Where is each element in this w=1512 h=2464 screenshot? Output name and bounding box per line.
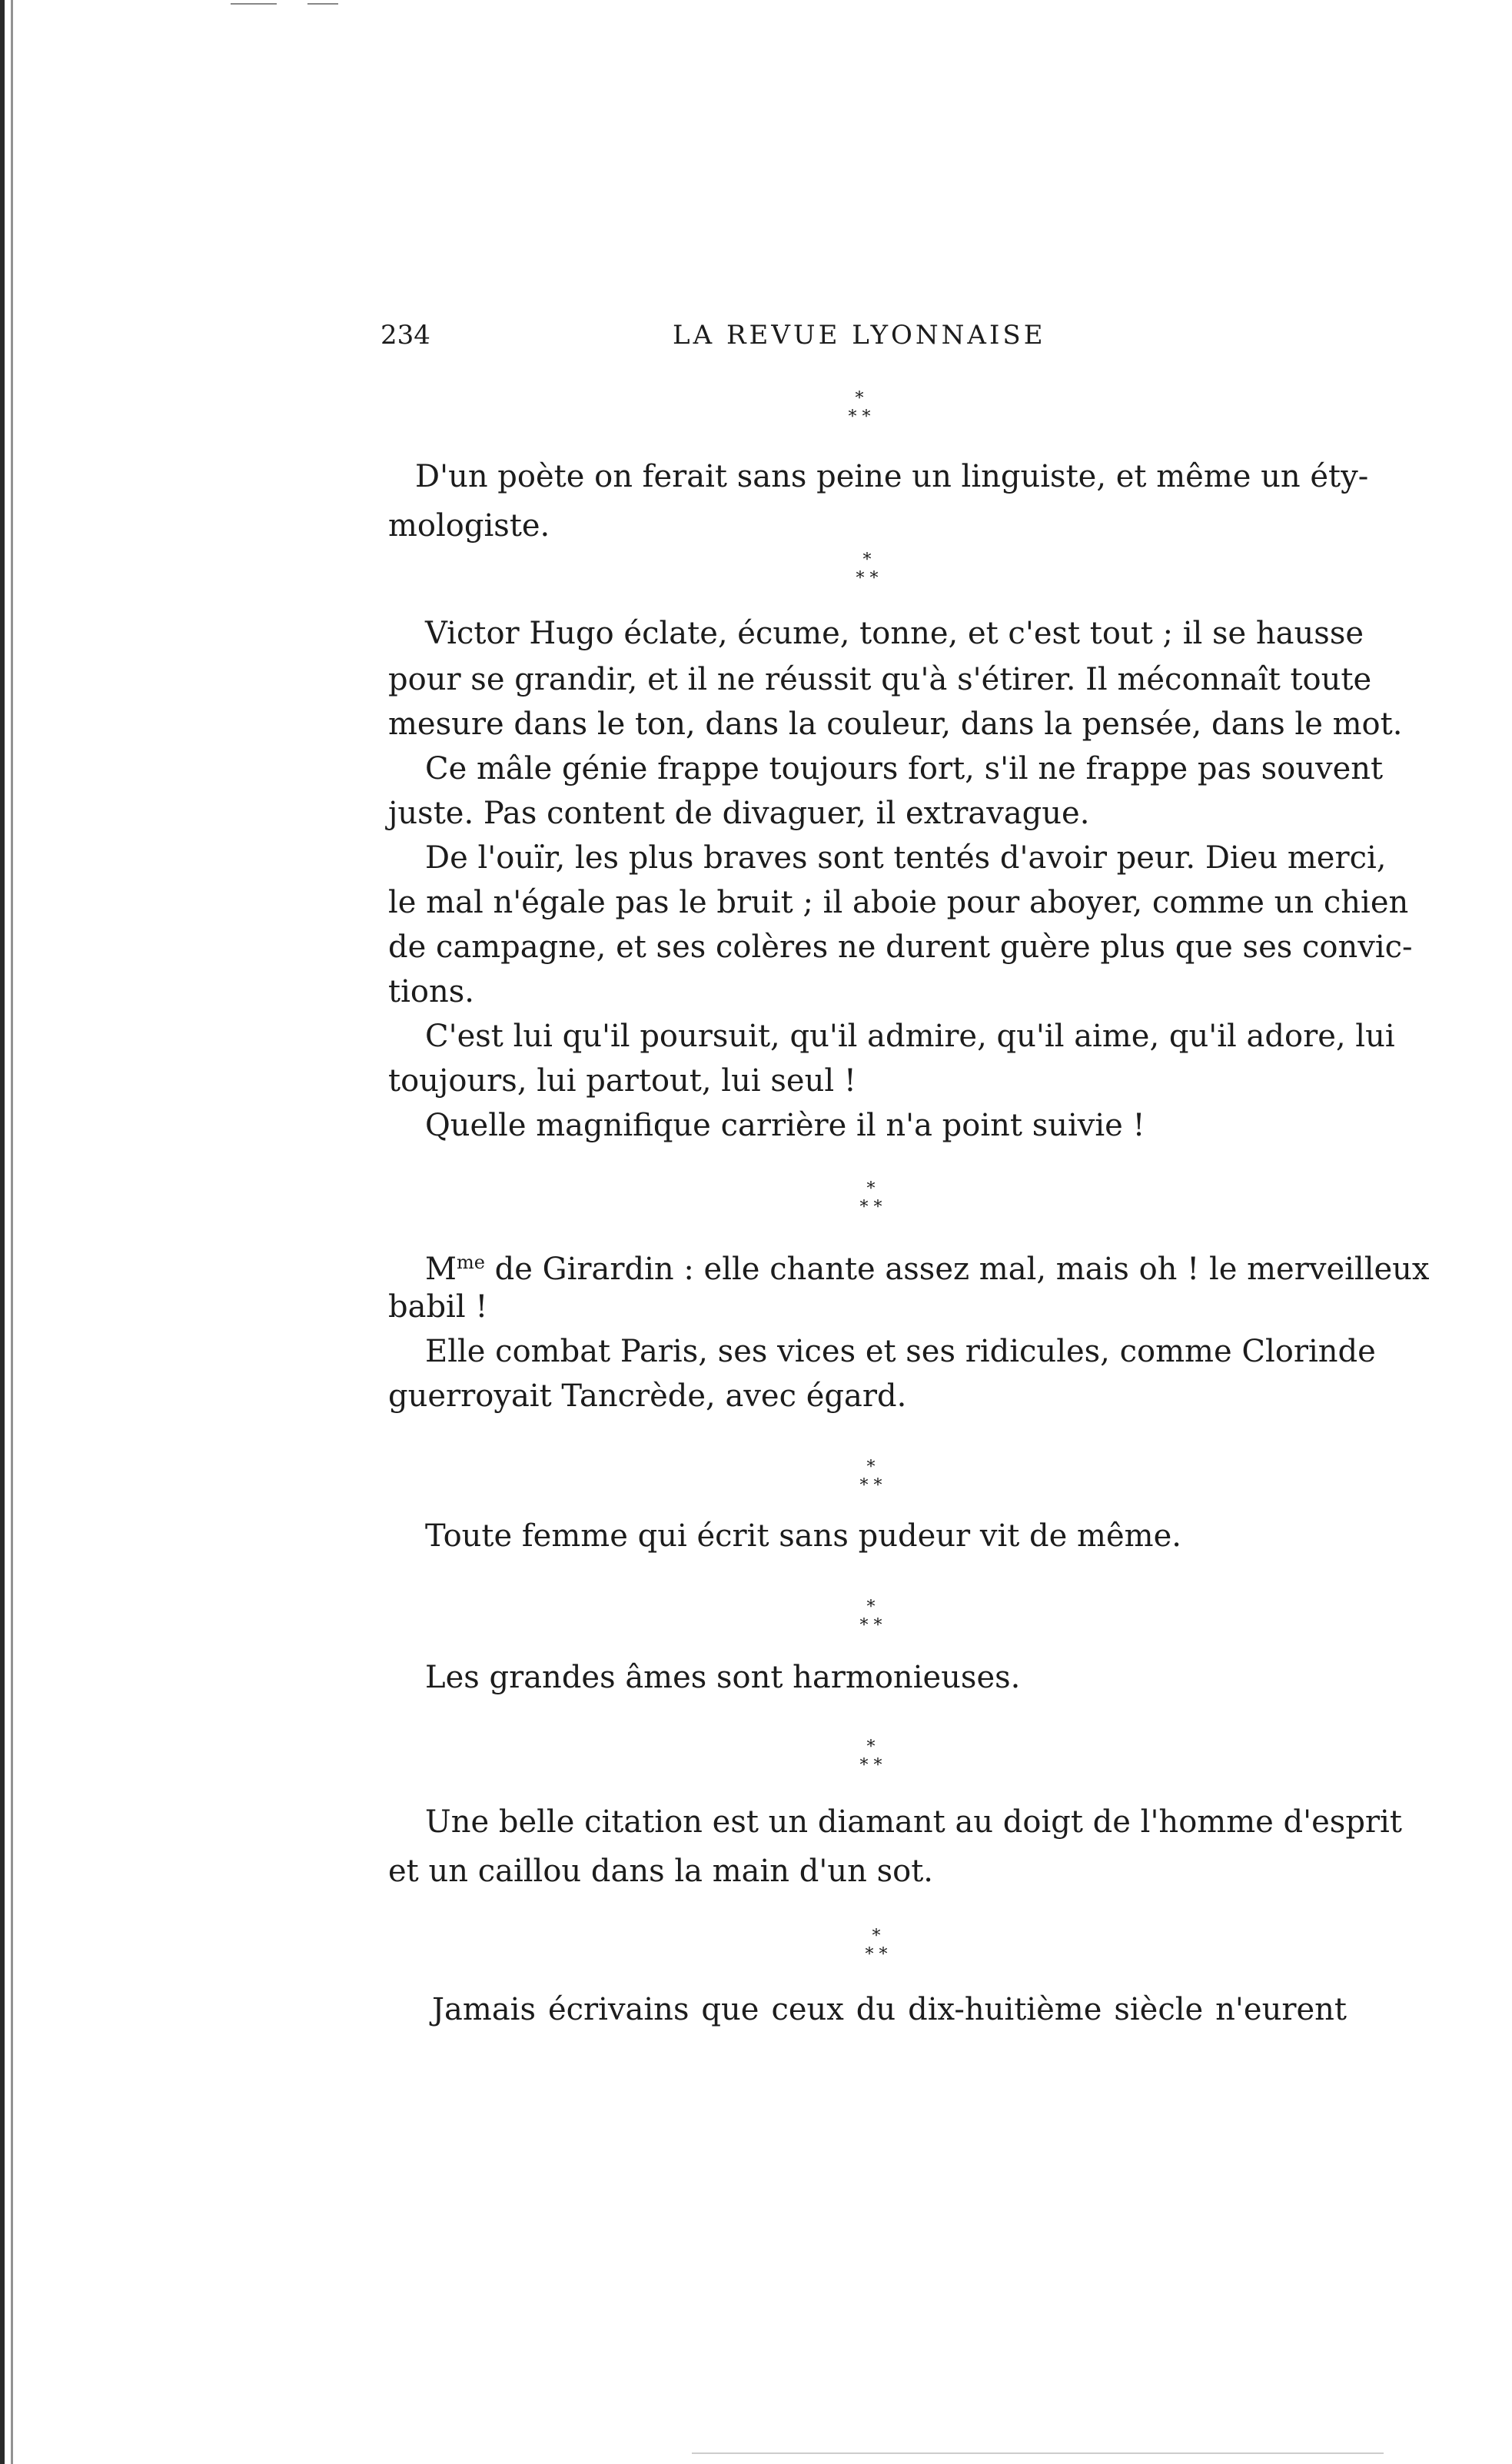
text-line: D'un poète on ferait sans peine un linguiste, et même un éty- xyxy=(415,459,1369,494)
text-line: mesure dans le ton, dans la couleur, dans la pensée, dans le mot. xyxy=(388,707,1403,742)
text-line: pour se grandir, et il ne réussit qu'à s'étirer. Il méconnaît toute xyxy=(388,662,1372,697)
text-line: babil ! xyxy=(388,1289,488,1325)
text-line: Quelle magnifique carrière il n'a point suivie ! xyxy=(425,1108,1145,1143)
section-separator: * * * xyxy=(856,550,879,588)
scan-binding-edge xyxy=(0,0,5,2464)
scan-binding-shadow xyxy=(11,0,13,2464)
scan-artifact-top xyxy=(231,3,277,5)
text-line: De l'ouïr, les plus braves sont tentés d'avoir peur. Dieu merci, xyxy=(425,840,1387,876)
text-line: guerroyait Tancrède, avec égard. xyxy=(388,1378,907,1414)
page-header xyxy=(380,320,1334,358)
text-line: Elle combat Paris, ses vices et ses ridicules, comme Clorinde xyxy=(425,1334,1376,1369)
text-line: Jamais écrivains que ceux du dix-huitième siècle n'eurent xyxy=(432,1992,1347,2027)
text-line: Victor Hugo éclate, écume, tonne, et c'est tout ; il se hausse xyxy=(425,616,1364,651)
text-line: C'est lui qu'il poursuit, qu'il admire, qu'il aime, qu'il adore, lui xyxy=(425,1019,1395,1054)
text-line: Toute femme qui écrit sans pudeur vit de même. xyxy=(425,1518,1181,1554)
text-line: tions. xyxy=(388,974,474,1009)
text-line: toujours, lui partout, lui seul ! xyxy=(388,1063,856,1099)
section-separator: * * * xyxy=(848,389,871,427)
running-title: LA REVUE LYONNAISE xyxy=(673,320,1046,351)
section-separator: * * * xyxy=(859,1598,882,1635)
text-line: le mal n'égale pas le bruit ; il aboie pour aboyer, comme un chien xyxy=(388,885,1409,920)
text-line: et un caillou dans la main d'un sot. xyxy=(388,1854,933,1889)
text-line: $M^{me}$ de Girardin : elle chante assez mal, mais oh ! le merveilleux xyxy=(425,1252,1430,1287)
text-line: juste. Pas content de divaguer, il extravague. xyxy=(388,796,1090,831)
scan-artifact-top xyxy=(307,3,338,5)
text-line: mologiste. xyxy=(388,508,550,544)
text-line: Les grandes âmes sont harmonieuses. xyxy=(425,1660,1021,1695)
section-separator: * * * xyxy=(859,1458,882,1495)
page-number: 234 xyxy=(380,320,430,351)
scan-artifact-bottom xyxy=(692,2452,1384,2454)
section-separator: * * * xyxy=(865,1927,888,1964)
section-separator: * * * xyxy=(859,1737,882,1775)
text-line: Ce mâle génie frappe toujours fort, s'il ne frappe pas souvent xyxy=(425,751,1384,786)
section-separator: * * * xyxy=(859,1179,882,1217)
text-line: de campagne, et ses colères ne durent guère plus que ses convic- xyxy=(388,929,1413,965)
text-line: Une belle citation est un diamant au doigt de l'homme d'esprit xyxy=(425,1804,1402,1840)
